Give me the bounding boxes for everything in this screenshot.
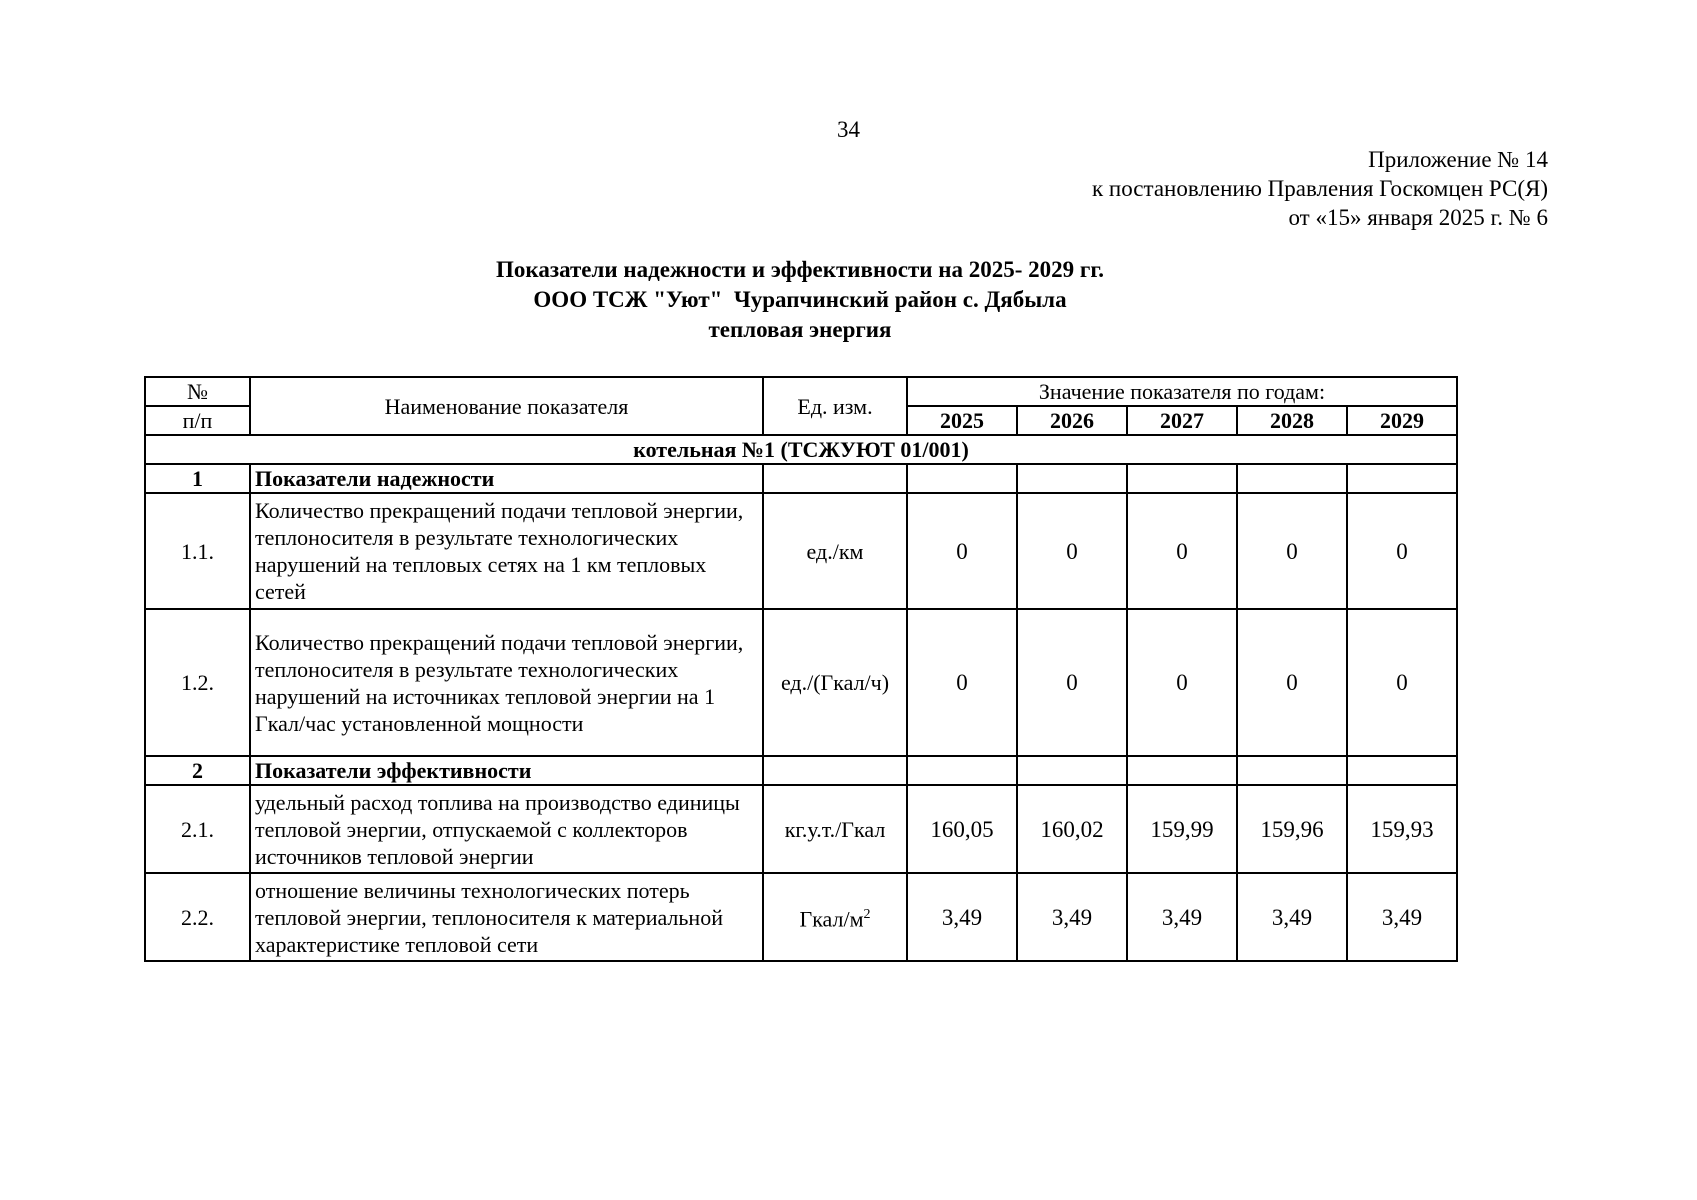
row-num: 1.2. [145,609,250,756]
header-year: 2028 [1237,406,1347,435]
row-value: 0 [1237,493,1347,609]
row-num: 1.1. [145,493,250,609]
boiler-row [145,435,1457,464]
row-unit [763,873,907,961]
header-year: 2029 [1347,406,1457,435]
unit-base: Гкал/м [799,906,864,932]
row-value: 3,49 [1127,873,1237,961]
header-row-1 [145,377,1457,406]
row-value: 159,93 [1347,785,1457,873]
row-value: 159,99 [1127,785,1237,873]
row-name: Количество прекращений подачи тепловой энергии, теплоносителя в результате технологических нарушений на источниках тепловой энергии на 1 Гкал/час установленной мощности [250,609,763,756]
table-row [145,609,1457,756]
row-value: 3,49 [1237,873,1347,961]
row-value: 159,96 [1237,785,1347,873]
appendix-line-1: Приложение № 14 [1368,147,1548,172]
row-name: удельный расход топлива на производство единицы тепловой энергии, отпускаемой с коллекторов источников тепловой энергии [250,785,763,873]
row-value: 3,49 [1347,873,1457,961]
row-unit: ед./км [763,493,907,609]
section-num: 2 [145,756,250,785]
title-line-2: ООО ТСЖ "Уют" Чурапчинский район с. Дябыла [533,287,1067,312]
document-title [0,255,1600,345]
header-year: 2025 [907,406,1017,435]
header-values-group: Значение показателя по годам: [907,377,1457,406]
row-value: 3,49 [1017,873,1127,961]
appendix-reference [1092,145,1548,232]
row-value: 3,49 [907,873,1017,961]
row-value: 0 [1017,609,1127,756]
header-name: Наименование показателя [250,377,763,435]
row-value: 0 [1017,493,1127,609]
row-unit: ед./(Гкал/ч) [763,609,907,756]
table-row [145,873,1457,961]
row-name: отношение величины технологических потерь тепловой энергии, теплоносителя к материальной характеристике тепловой сети [250,873,763,961]
header-year: 2027 [1127,406,1237,435]
table-row [145,493,1457,609]
appendix-line-3: от «15» января 2025 г. № 6 [1288,205,1548,230]
header-unit: Ед. изм. [763,377,907,435]
row-name: Количество прекращений подачи тепловой энергии, теплоносителя в результате технологических нарушений на тепловых сетях на 1 км тепловых сетей [250,493,763,609]
page-number: 34 [837,117,860,142]
section-title: Показатели эффективности [250,756,763,785]
section-num: 1 [145,464,250,493]
row-value: 160,02 [1017,785,1127,873]
boiler-label: котельная №1 (ТСЖУЮТ 01/001) [145,435,1457,464]
header-num-bottom: п/п [145,406,250,435]
appendix-line-2: к постановлению Правления Госкомцен РС(Я) [1092,176,1548,201]
row-unit: кг.у.т./Гкал [763,785,907,873]
row-value: 0 [1347,609,1457,756]
indicators-table [144,376,1458,962]
table-row [145,785,1457,873]
row-value: 0 [1127,609,1237,756]
row-value: 0 [1237,609,1347,756]
header-num-top: № [145,377,250,406]
row-value: 0 [1347,493,1457,609]
row-value: 0 [1127,493,1237,609]
unit-superscript: 2 [863,907,871,923]
title-line-1: Показатели надежности и эффективности на 2025- 2029 гг. [496,257,1104,282]
row-num: 2.2. [145,873,250,961]
row-value: 0 [907,493,1017,609]
row-value: 0 [907,609,1017,756]
row-num: 2.1. [145,785,250,873]
section-row [145,756,1457,785]
section-title: Показатели надежности [250,464,763,493]
row-value: 160,05 [907,785,1017,873]
header-year: 2026 [1017,406,1127,435]
title-line-3: тепловая энергия [708,317,892,342]
section-row [145,464,1457,493]
